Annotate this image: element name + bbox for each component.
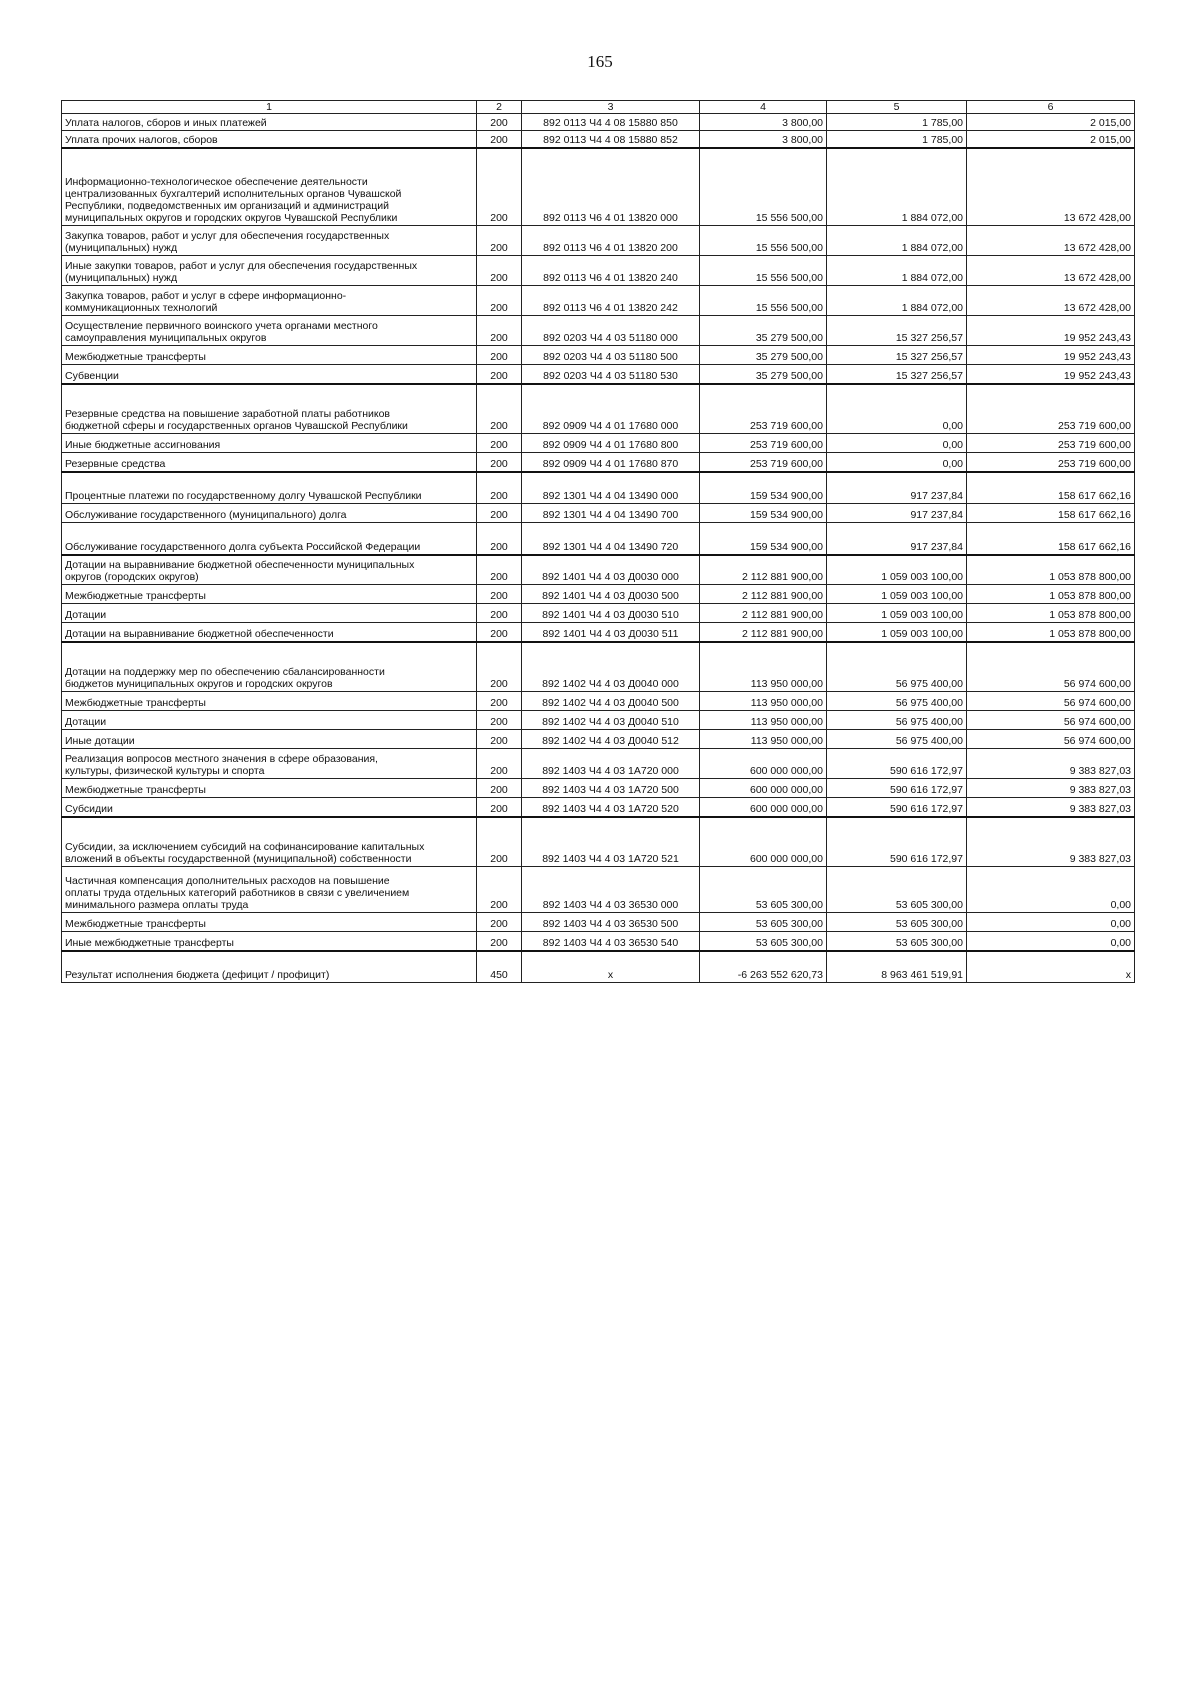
row-name: Частичная компенсация дополнительных расходов на повышение оплаты труда отдельных категорий работников в связи с увеличением минимального размера оплаты труда (62, 867, 477, 913)
row-value-col4: 2 112 881 900,00 (700, 604, 827, 623)
row-code: 200 (477, 523, 522, 555)
row-value-col4: 2 112 881 900,00 (700, 585, 827, 604)
row-classification-code: 892 0203 Ч4 4 03 51180 500 (522, 346, 700, 365)
row-classification-code: 892 1402 Ч4 4 03 Д0040 500 (522, 692, 700, 711)
column-header: 4 (700, 101, 827, 114)
row-code: 200 (477, 749, 522, 779)
row-code: 200 (477, 913, 522, 932)
row-classification-code: 892 1401 Ч4 4 03 Д0030 510 (522, 604, 700, 623)
row-value-col5: 1 059 003 100,00 (827, 585, 967, 604)
row-code: 200 (477, 585, 522, 604)
row-value-col6: 19 952 243,43 (967, 365, 1135, 384)
row-value-col4: 53 605 300,00 (700, 913, 827, 932)
row-value-col6: 19 952 243,43 (967, 316, 1135, 346)
row-value-col4: 113 950 000,00 (700, 730, 827, 749)
row-value-col6: 9 383 827,03 (967, 817, 1135, 867)
row-value-col6: 1 053 878 800,00 (967, 623, 1135, 642)
row-value-col4: 3 800,00 (700, 131, 827, 148)
row-value-col6: 13 672 428,00 (967, 286, 1135, 316)
row-value-col4: 2 112 881 900,00 (700, 623, 827, 642)
row-value-col4: 113 950 000,00 (700, 711, 827, 730)
row-value-col6: 19 952 243,43 (967, 346, 1135, 365)
row-value-col6: 158 617 662,16 (967, 504, 1135, 523)
table-row (62, 555, 1135, 585)
row-value-col4: 600 000 000,00 (700, 779, 827, 798)
row-classification-code: 892 1301 Ч4 4 04 13490 720 (522, 523, 700, 555)
row-value-col4: 3 800,00 (700, 114, 827, 131)
row-value-col4: 15 556 500,00 (700, 148, 827, 226)
row-value-col6: 158 617 662,16 (967, 472, 1135, 504)
table-row (62, 730, 1135, 749)
row-code: 200 (477, 779, 522, 798)
row-name: Результат исполнения бюджета (дефицит / профицит) (62, 951, 477, 983)
row-name: Межбюджетные трансферты (62, 692, 477, 711)
row-value-col5: 56 975 400,00 (827, 730, 967, 749)
row-value-col6: 56 974 600,00 (967, 730, 1135, 749)
row-value-col5: 917 237,84 (827, 504, 967, 523)
row-value-col5: 1 785,00 (827, 131, 967, 148)
table-row (62, 779, 1135, 798)
row-name: Иные бюджетные ассигнования (62, 434, 477, 453)
table-row (62, 711, 1135, 730)
table-row (62, 867, 1135, 913)
row-classification-code: 892 1403 Ч4 4 03 1А720 520 (522, 798, 700, 817)
row-name: Закупка товаров, работ и услуг в сфере информационно- коммуникационных технологий (62, 286, 477, 316)
table-row (62, 585, 1135, 604)
table-row (62, 114, 1135, 131)
row-classification-code: 892 1301 Ч4 4 04 13490 700 (522, 504, 700, 523)
row-classification-code: 892 0909 Ч4 4 01 17680 800 (522, 434, 700, 453)
row-classification-code: 892 0909 Ч4 4 01 17680 870 (522, 453, 700, 472)
row-value-col5: 0,00 (827, 384, 967, 434)
row-name: Межбюджетные трансферты (62, 779, 477, 798)
table-row (62, 434, 1135, 453)
row-classification-code: 892 1402 Ч4 4 03 Д0040 510 (522, 711, 700, 730)
row-classification-code: 892 1403 Ч4 4 03 36530 500 (522, 913, 700, 932)
row-name: Субсидии, за исключением субсидий на софинансирование капитальных вложений в объекты государственной (муниципальной) собственности (62, 817, 477, 867)
row-code: 200 (477, 798, 522, 817)
row-value-col5: 590 616 172,97 (827, 749, 967, 779)
row-value-col6: 253 719 600,00 (967, 453, 1135, 472)
row-value-col5: 917 237,84 (827, 472, 967, 504)
row-code: 200 (477, 365, 522, 384)
column-header: 6 (967, 101, 1135, 114)
table-row (62, 817, 1135, 867)
row-value-col5: 8 963 461 519,91 (827, 951, 967, 983)
row-classification-code: 892 1403 Ч4 4 03 36530 000 (522, 867, 700, 913)
row-code: 200 (477, 472, 522, 504)
row-code: 200 (477, 604, 522, 623)
row-value-col4: 2 112 881 900,00 (700, 555, 827, 585)
row-value-col5: 15 327 256,57 (827, 365, 967, 384)
row-value-col6: 56 974 600,00 (967, 711, 1135, 730)
table-row (62, 913, 1135, 932)
row-code: 200 (477, 711, 522, 730)
column-header: 3 (522, 101, 700, 114)
row-classification-code: 892 0113 Ч4 4 08 15880 850 (522, 114, 700, 131)
table-row (62, 365, 1135, 384)
row-value-col4: 15 556 500,00 (700, 256, 827, 286)
table-row (62, 226, 1135, 256)
row-code: 200 (477, 932, 522, 951)
row-name: Субвенции (62, 365, 477, 384)
table-row (62, 749, 1135, 779)
row-value-col4: 253 719 600,00 (700, 384, 827, 434)
row-classification-code: 892 0113 Ч6 4 01 13820 242 (522, 286, 700, 316)
row-value-col5: 590 616 172,97 (827, 817, 967, 867)
row-value-col6: 9 383 827,03 (967, 779, 1135, 798)
table-row (62, 932, 1135, 951)
row-value-col5: 56 975 400,00 (827, 642, 967, 692)
row-value-col4: 35 279 500,00 (700, 346, 827, 365)
row-name: Дотации (62, 711, 477, 730)
row-value-col6: 56 974 600,00 (967, 692, 1135, 711)
row-name: Процентные платежи по государственному долгу Чувашской Республики (62, 472, 477, 504)
row-classification-code: 892 0203 Ч4 4 03 51180 000 (522, 316, 700, 346)
row-classification-code: 892 1403 Ч4 4 03 1А720 521 (522, 817, 700, 867)
row-name: Осуществление первичного воинского учета органами местного самоуправления муниципальных округов (62, 316, 477, 346)
table-row (62, 286, 1135, 316)
row-classification-code: 892 0909 Ч4 4 01 17680 000 (522, 384, 700, 434)
row-value-col5: 1 059 003 100,00 (827, 604, 967, 623)
row-code: 200 (477, 131, 522, 148)
row-name: Субсидии (62, 798, 477, 817)
row-classification-code: 892 1401 Ч4 4 03 Д0030 000 (522, 555, 700, 585)
row-code: 200 (477, 623, 522, 642)
row-value-col6: 13 672 428,00 (967, 148, 1135, 226)
row-value-col5: 1 059 003 100,00 (827, 623, 967, 642)
row-classification-code: 892 1402 Ч4 4 03 Д0040 512 (522, 730, 700, 749)
row-name: Обслуживание государственного (муниципального) долга (62, 504, 477, 523)
table-row (62, 523, 1135, 555)
row-value-col6: 1 053 878 800,00 (967, 585, 1135, 604)
row-value-col6: x (967, 951, 1135, 983)
table-row (62, 623, 1135, 642)
table-row (62, 504, 1135, 523)
row-value-col5: 1 884 072,00 (827, 256, 967, 286)
row-classification-code: 892 1401 Ч4 4 03 Д0030 511 (522, 623, 700, 642)
row-value-col5: 917 237,84 (827, 523, 967, 555)
row-classification-code: 892 1301 Ч4 4 04 13490 000 (522, 472, 700, 504)
row-value-col6: 2 015,00 (967, 114, 1135, 131)
row-code: 200 (477, 642, 522, 692)
table-row (62, 692, 1135, 711)
row-classification-code: 892 1401 Ч4 4 03 Д0030 500 (522, 585, 700, 604)
row-name: Иные дотации (62, 730, 477, 749)
column-header: 5 (827, 101, 967, 114)
row-value-col4: 35 279 500,00 (700, 316, 827, 346)
row-name: Межбюджетные трансферты (62, 913, 477, 932)
table-row (62, 384, 1135, 434)
row-code: 200 (477, 817, 522, 867)
row-code: 200 (477, 286, 522, 316)
row-value-col5: 590 616 172,97 (827, 798, 967, 817)
row-value-col6: 9 383 827,03 (967, 749, 1135, 779)
row-value-col6: 13 672 428,00 (967, 226, 1135, 256)
row-name: Иные закупки товаров, работ и услуг для обеспечения государственных (муниципальных) нужд (62, 256, 477, 286)
table-row (62, 798, 1135, 817)
row-value-col6: 13 672 428,00 (967, 256, 1135, 286)
row-value-col5: 53 605 300,00 (827, 913, 967, 932)
row-code: 200 (477, 384, 522, 434)
row-value-col4: -6 263 552 620,73 (700, 951, 827, 983)
row-value-col4: 253 719 600,00 (700, 453, 827, 472)
row-value-col4: 159 534 900,00 (700, 472, 827, 504)
row-value-col4: 600 000 000,00 (700, 817, 827, 867)
row-value-col5: 53 605 300,00 (827, 867, 967, 913)
row-code: 200 (477, 555, 522, 585)
row-classification-code: 892 0113 Ч6 4 01 13820 240 (522, 256, 700, 286)
row-classification-code: x (522, 951, 700, 983)
row-code: 200 (477, 346, 522, 365)
row-name: Иные межбюджетные трансферты (62, 932, 477, 951)
row-value-col6: 56 974 600,00 (967, 642, 1135, 692)
row-value-col4: 53 605 300,00 (700, 867, 827, 913)
table-row (62, 131, 1135, 148)
row-classification-code: 892 0113 Ч6 4 01 13820 000 (522, 148, 700, 226)
row-value-col6: 158 617 662,16 (967, 523, 1135, 555)
row-code: 200 (477, 730, 522, 749)
column-header: 2 (477, 101, 522, 114)
row-value-col4: 53 605 300,00 (700, 932, 827, 951)
table-row (62, 148, 1135, 226)
row-value-col6: 9 383 827,03 (967, 798, 1135, 817)
row-value-col6: 0,00 (967, 913, 1135, 932)
row-value-col4: 113 950 000,00 (700, 642, 827, 692)
page-number: 165 (587, 52, 613, 71)
row-name: Дотации (62, 604, 477, 623)
row-value-col5: 15 327 256,57 (827, 316, 967, 346)
table-row (62, 951, 1135, 983)
row-value-col5: 0,00 (827, 453, 967, 472)
row-classification-code: 892 1403 Ч4 4 03 1А720 000 (522, 749, 700, 779)
row-code: 450 (477, 951, 522, 983)
table-row (62, 472, 1135, 504)
column-number-row (62, 101, 1135, 114)
row-name: Закупка товаров, работ и услуг для обеспечения государственных (муниципальных) нужд (62, 226, 477, 256)
row-value-col5: 1 884 072,00 (827, 148, 967, 226)
row-value-col5: 1 884 072,00 (827, 286, 967, 316)
row-value-col6: 0,00 (967, 932, 1135, 951)
row-name: Дотации на поддержку мер по обеспечению сбалансированности бюджетов муниципальных округов и городских округов (62, 642, 477, 692)
table-row (62, 256, 1135, 286)
row-name: Дотации на выравнивание бюджетной обеспеченности муниципальных округов (городских округов) (62, 555, 477, 585)
row-value-col5: 1 059 003 100,00 (827, 555, 967, 585)
row-name: Реализация вопросов местного значения в сфере образования, культуры, физической культуры и спорта (62, 749, 477, 779)
table-row (62, 453, 1135, 472)
row-classification-code: 892 1403 Ч4 4 03 36530 540 (522, 932, 700, 951)
row-name: Информационно-технологическое обеспечение деятельности централизованных бухгалтерий исполнительных органов Чувашской Республики, подведомственных им организаций и администраций муниципальных округов и городских округов Чувашской Республики (62, 148, 477, 226)
row-code: 200 (477, 226, 522, 256)
table-body (62, 114, 1135, 983)
budget-execution-table (61, 100, 1135, 983)
row-classification-code: 892 0113 Ч4 4 08 15880 852 (522, 131, 700, 148)
row-code: 200 (477, 316, 522, 346)
row-name: Резервные средства (62, 453, 477, 472)
column-header: 1 (62, 101, 477, 114)
row-value-col4: 600 000 000,00 (700, 798, 827, 817)
row-code: 200 (477, 256, 522, 286)
row-value-col5: 590 616 172,97 (827, 779, 967, 798)
row-code: 200 (477, 453, 522, 472)
row-name: Уплата налогов, сборов и иных платежей (62, 114, 477, 131)
row-name: Уплата прочих налогов, сборов (62, 131, 477, 148)
row-value-col4: 253 719 600,00 (700, 434, 827, 453)
row-value-col5: 0,00 (827, 434, 967, 453)
row-value-col5: 56 975 400,00 (827, 711, 967, 730)
row-value-col5: 53 605 300,00 (827, 932, 967, 951)
table-row (62, 316, 1135, 346)
row-code: 200 (477, 692, 522, 711)
row-value-col4: 159 534 900,00 (700, 504, 827, 523)
row-value-col5: 15 327 256,57 (827, 346, 967, 365)
row-value-col4: 600 000 000,00 (700, 749, 827, 779)
table-row (62, 604, 1135, 623)
row-value-col5: 1 884 072,00 (827, 226, 967, 256)
row-name: Межбюджетные трансферты (62, 585, 477, 604)
row-code: 200 (477, 148, 522, 226)
row-code: 200 (477, 114, 522, 131)
row-value-col5: 1 785,00 (827, 114, 967, 131)
row-value-col4: 35 279 500,00 (700, 365, 827, 384)
row-value-col6: 253 719 600,00 (967, 384, 1135, 434)
row-value-col6: 2 015,00 (967, 131, 1135, 148)
row-code: 200 (477, 867, 522, 913)
row-value-col6: 253 719 600,00 (967, 434, 1135, 453)
row-classification-code: 892 0203 Ч4 4 03 51180 530 (522, 365, 700, 384)
row-name: Дотации на выравнивание бюджетной обеспеченности (62, 623, 477, 642)
row-classification-code: 892 1402 Ч4 4 03 Д0040 000 (522, 642, 700, 692)
row-name: Резервные средства на повышение заработной платы работников бюджетной сферы и государственных органов Чувашской Республики (62, 384, 477, 434)
row-value-col5: 56 975 400,00 (827, 692, 967, 711)
row-value-col6: 1 053 878 800,00 (967, 604, 1135, 623)
row-value-col4: 15 556 500,00 (700, 226, 827, 256)
row-name: Межбюджетные трансферты (62, 346, 477, 365)
row-value-col4: 15 556 500,00 (700, 286, 827, 316)
row-value-col6: 1 053 878 800,00 (967, 555, 1135, 585)
row-value-col4: 113 950 000,00 (700, 692, 827, 711)
row-code: 200 (477, 504, 522, 523)
row-classification-code: 892 0113 Ч6 4 01 13820 200 (522, 226, 700, 256)
row-value-col4: 159 534 900,00 (700, 523, 827, 555)
row-name: Обслуживание государственного долга субъекта Российской Федерации (62, 523, 477, 555)
table-row (62, 642, 1135, 692)
row-classification-code: 892 1403 Ч4 4 03 1А720 500 (522, 779, 700, 798)
row-value-col6: 0,00 (967, 867, 1135, 913)
table-row (62, 346, 1135, 365)
row-code: 200 (477, 434, 522, 453)
